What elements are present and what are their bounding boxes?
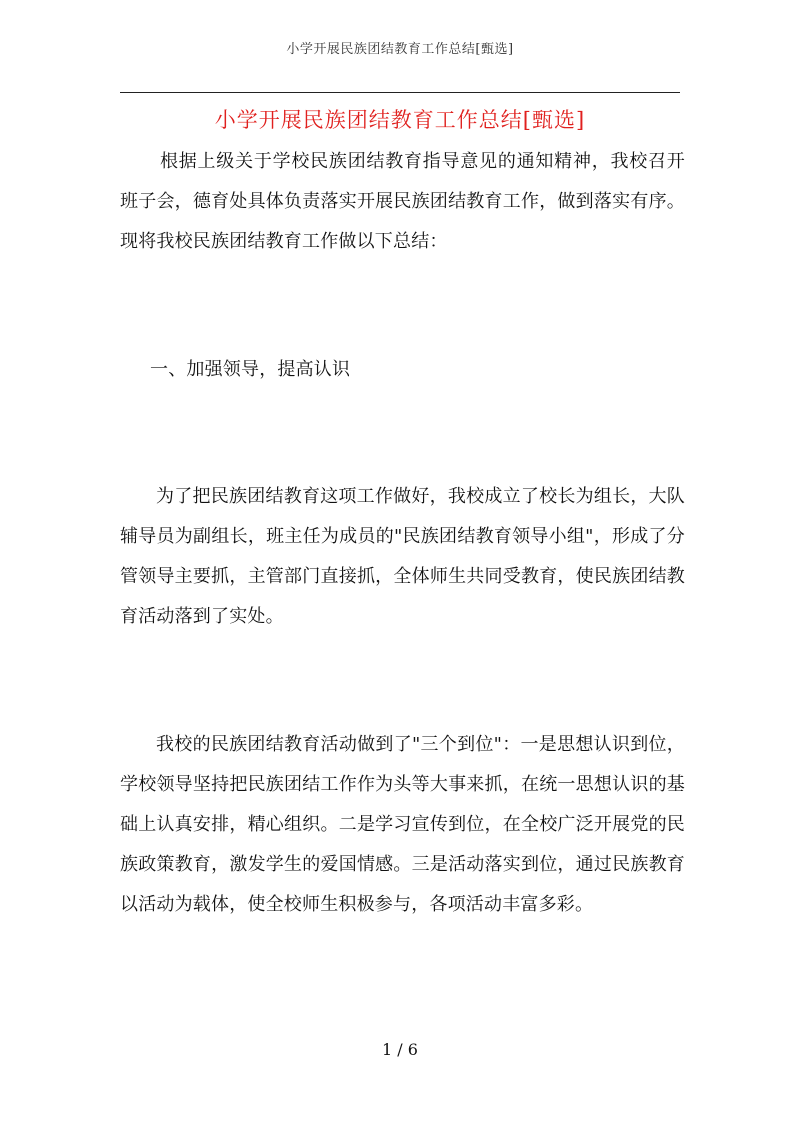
header-rule (120, 92, 680, 93)
intro-paragraph: 根据上级关于学校民族团结教育指导意见的通知精神，我校召开班子会，德育处具体负责落实开展民族团结教育工作，做到落实有序。现将我校民族团结教育工作做以下总结： (120, 151, 685, 252)
document-title: 小学开展民族团结教育工作总结[甄选] (214, 108, 586, 132)
body-paragraph: 为了把民族团结教育这项工作做好，我校成立了校长为组长，大队辅导员为副组长，班主任为成员的"民族团结教育领导小组"，形成了分管领导主要抓，主管部门直接抓，全体师生共同受教育，使民族团结教育活动落到了实处。 (120, 486, 685, 627)
page-number: 1 / 6 (382, 1040, 418, 1059)
running-header: 小学开展民族团结教育工作总结[甄选] (286, 42, 514, 57)
section-heading: 一、加强领导，提高认识 (150, 359, 351, 380)
body-paragraph: 我校的民族团结教育活动做到了"三个到位"：一是思想认识到位，学校领导坚持把民族团结工作作为头等大事来抓，在统一思想认识的基础上认真安排，精心组织。二是学习宣传到位，在全校广泛开展党的民族政策教育，激发学生的爱国情感。三是活动落实到位，通过民族教育以活动为载体，使全校师生积极参与，各项活动丰富多彩。 (120, 734, 685, 915)
